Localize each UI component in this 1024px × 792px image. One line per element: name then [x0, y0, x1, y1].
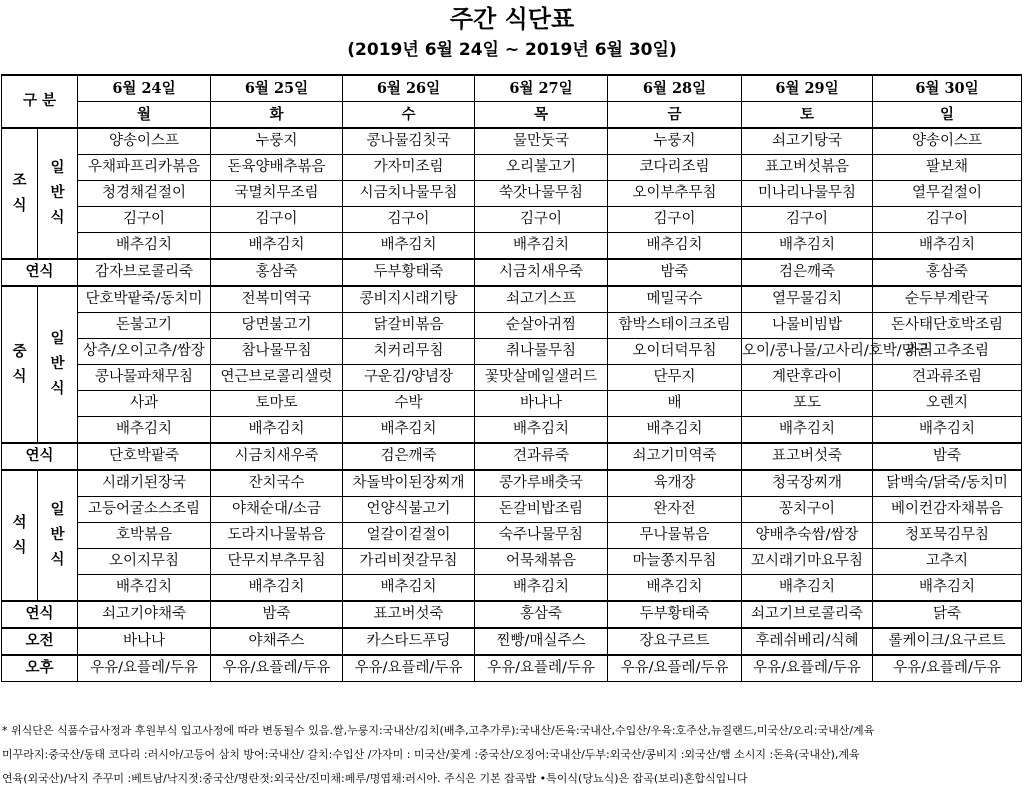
menu-item: 미나리나물무침 [742, 181, 873, 207]
menu-item: 배추김치 [742, 417, 873, 444]
menu-item: 배추김치 [475, 417, 608, 444]
porridge-item: 닭죽 [873, 601, 1022, 628]
menu-item: 팔보채 [873, 155, 1022, 181]
menu-item: 열무물김치 [742, 286, 873, 313]
porridge-item: 밤죽 [211, 601, 343, 628]
menu-item: 꽁치구이 [742, 497, 873, 523]
menu-item: 잔치국수 [211, 470, 343, 497]
menu-item: 차돌박이된장찌개 [343, 470, 475, 497]
snack-item: 우유/요플레/두유 [211, 655, 343, 682]
dinner-label [2, 470, 38, 601]
label-char: 반 [50, 356, 65, 372]
porridge-item: 홍삼죽 [475, 601, 608, 628]
menu-item: 오이지무침 [78, 549, 211, 575]
menu-item: 코다리조림 [608, 155, 742, 181]
menu-item: 수박 [343, 391, 475, 417]
menu-item: 김구이 [873, 207, 1022, 233]
menu-item: 배추김치 [343, 417, 475, 444]
menu-item: 치커리무침 [343, 339, 475, 365]
menu-item: 시래기된장국 [78, 470, 211, 497]
menu-item: 시금치나물무침 [343, 181, 475, 207]
menu-item: 전복미역국 [211, 286, 343, 313]
lunch-type-label [38, 286, 78, 443]
breakfast-type-label [38, 128, 78, 259]
menu-item: 도라지나물볶음 [211, 523, 343, 549]
porridge-item: 시금치새우죽 [211, 443, 343, 470]
menu-item: 배추김치 [742, 233, 873, 260]
menu-item: 배추김치 [78, 417, 211, 444]
menu-item: 국멸치무조림 [211, 181, 343, 207]
porridge-item: 쇠고기야채죽 [78, 601, 211, 628]
label-char: 식 [12, 197, 27, 214]
menu-item: 오이/콩나물/고사리/호박/당근 [742, 339, 873, 365]
porridge-item: 검은깨죽 [742, 259, 873, 286]
snack-item: 롤케이크/요구르트 [873, 628, 1022, 655]
menu-item: 배추김치 [873, 417, 1022, 444]
label-char: 조 [12, 172, 27, 189]
menu-item: 표고버섯볶음 [742, 155, 873, 181]
menu-item: 숙주나물무침 [475, 523, 608, 549]
pm_snack-label: 오후 [2, 655, 78, 682]
menu-item: 김구이 [475, 207, 608, 233]
menu-item: 오렌지 [873, 391, 1022, 417]
menu-item: 배추김치 [211, 575, 343, 602]
lunch-porridge-label: 연식 [2, 443, 78, 470]
date-cell: 6월 27일 [475, 75, 608, 102]
snack-item: 우유/요플레/두유 [608, 655, 742, 682]
menu-item: 배추김치 [343, 233, 475, 260]
menu-item: 언양식불고기 [343, 497, 475, 523]
snack-item: 우유/요플레/두유 [475, 655, 608, 682]
menu-item: 사과 [78, 391, 211, 417]
weekday-cell: 수 [343, 102, 475, 129]
menu-item: 야채순대/소금 [211, 497, 343, 523]
note-line: 연육(외국산)/낙지 주꾸미 :베트남/낙지젓:중국산/명란젓:외국산/진미채:페루/명엽채:러시아. 주식은 기본 잡곡밥 •특이식(당뇨식)은 잡곡(보리)혼합식입니다 [2, 772, 748, 785]
menu-item: 완자전 [608, 497, 742, 523]
menu-item: 쇠고기스프 [475, 286, 608, 313]
menu-item: 열무겉절이 [873, 181, 1022, 207]
note-line: * 위식단은 식품수급사정과 후원부식 입고사정에 따라 변동될수 있음.쌀,누룽지:국내산/김치(배추,고추가루):국내산/돈육:국내산,수입산/우육:호주산,뉴질랜드,미국산/오리:국내산/계육 [2, 724, 875, 737]
menu-item: 양송이스프 [78, 128, 211, 155]
menu-item: 배추김치 [608, 575, 742, 602]
menu-item: 나물비빔밥 [742, 313, 873, 339]
menu-item: 콩나물파채무침 [78, 365, 211, 391]
porridge-item: 쇠고기브로콜리죽 [742, 601, 873, 628]
menu-item: 김구이 [608, 207, 742, 233]
menu-item: 가리비젓갈무침 [343, 549, 475, 575]
weekday-cell: 일 [873, 102, 1022, 129]
menu-item: 돈갈비밥조림 [475, 497, 608, 523]
menu-item: 순살아귀찜 [475, 313, 608, 339]
snack-item: 우유/요플레/두유 [343, 655, 475, 682]
menu-item: 어묵채볶음 [475, 549, 608, 575]
menu-item: 쇠고기탕국 [742, 128, 873, 155]
menu-item: 김구이 [343, 207, 475, 233]
date-cell: 6월 25일 [211, 75, 343, 102]
menu-item: 상추/오이고추/쌈장 [78, 339, 211, 365]
menu-item: 취나물무침 [475, 339, 608, 365]
menu-item: 우채파프리카볶음 [78, 155, 211, 181]
menu-item: 콩비지시래기탕 [343, 286, 475, 313]
porridge-item: 표고버섯죽 [742, 443, 873, 470]
snack-item: 야채주스 [211, 628, 343, 655]
breakfast-label [2, 128, 38, 259]
weekday-cell: 월 [78, 102, 211, 129]
date-cell: 6월 30일 [873, 75, 1022, 102]
snack-item: 후레쉬베리/식혜 [742, 628, 873, 655]
label-char: 일 [50, 331, 65, 347]
menu-item: 단무지부추무침 [211, 549, 343, 575]
menu-item: 누룽지 [608, 128, 742, 155]
porridge-item: 표고버섯죽 [343, 601, 475, 628]
label-char: 중 [12, 343, 27, 360]
notes [2, 719, 1020, 791]
weekday-cell: 금 [608, 102, 742, 129]
menu-item: 참나물무침 [211, 339, 343, 365]
menu-item: 배추김치 [211, 233, 343, 260]
snack-item: 바나나 [78, 628, 211, 655]
menu-item: 꽈리고추조림 [873, 339, 1022, 365]
menu-item: 돈육양배추볶음 [211, 155, 343, 181]
menu-item: 배추김치 [475, 233, 608, 260]
label-char: 식 [50, 210, 65, 226]
date-cell: 6월 29일 [742, 75, 873, 102]
menu-item: 청국장찌개 [742, 470, 873, 497]
snack-item: 장요구르트 [608, 628, 742, 655]
menu-item: 배추김치 [343, 575, 475, 602]
porridge-item: 견과류죽 [475, 443, 608, 470]
date-range: (2019년 6월 24일 ~ 2019년 6월 30일) [347, 40, 677, 60]
menu-item: 연근브로콜리샐럿 [211, 365, 343, 391]
snack-item: 우유/요플레/두유 [742, 655, 873, 682]
menu-item: 호박볶음 [78, 523, 211, 549]
menu-item: 청포묵김무침 [873, 523, 1022, 549]
menu-item: 김구이 [211, 207, 343, 233]
menu-item: 오리불고기 [475, 155, 608, 181]
menu-item: 양송이스프 [873, 128, 1022, 155]
porridge-item: 두부황태죽 [343, 259, 475, 286]
menu-item: 고추지 [873, 549, 1022, 575]
snack-item: 카스타드푸딩 [343, 628, 475, 655]
menu-item: 배추김치 [742, 575, 873, 602]
label-char: 식 [12, 539, 27, 556]
menu-item: 순두부계란국 [873, 286, 1022, 313]
weekday-cell: 화 [211, 102, 343, 129]
menu-item: 육개장 [608, 470, 742, 497]
porridge-item: 밤죽 [873, 443, 1022, 470]
snack-item: 우유/요플레/두유 [873, 655, 1022, 682]
date-cell: 6월 28일 [608, 75, 742, 102]
porridge-item: 시금치새우죽 [475, 259, 608, 286]
label-char: 식 [12, 368, 27, 385]
menu-item: 배추김치 [211, 417, 343, 444]
porridge-item: 검은깨죽 [343, 443, 475, 470]
menu-item: 배추김치 [873, 233, 1022, 260]
menu-item: 양배추숙쌈/쌈장 [742, 523, 873, 549]
menu-item: 닭갈비볶음 [343, 313, 475, 339]
menu-item: 콩가루배춧국 [475, 470, 608, 497]
menu-item: 꽃맛살메일샐러드 [475, 365, 608, 391]
menu-item: 누룽지 [211, 128, 343, 155]
porridge-item: 단호박팥죽 [78, 443, 211, 470]
menu-item: 콩나물김칫국 [343, 128, 475, 155]
menu-item: 단호박팥죽/동치미 [78, 286, 211, 313]
menu-item: 얼갈이겉절이 [343, 523, 475, 549]
porridge-item: 쇠고기미역죽 [608, 443, 742, 470]
note-line: 미꾸라지:중국산/동태 코다리 :러시아/고등어 삼치 방어:국내산/ 갈치:수입산 /가자미 : 미국산/꽃게 :중국산/오징어:국내산/두부:외국산/콩비지 :외국산/햄 소시지 :돈육(국내산),계육 [2, 748, 860, 761]
menu-item: 당면불고기 [211, 313, 343, 339]
porridge-item: 밤죽 [608, 259, 742, 286]
weekday-cell: 목 [475, 102, 608, 129]
weekly-menu-table [1, 74, 1022, 682]
date-cell: 6월 24일 [78, 75, 211, 102]
menu-item: 오이더덕무침 [608, 339, 742, 365]
menu-item: 무나물볶음 [608, 523, 742, 549]
menu-item: 배추김치 [873, 575, 1022, 602]
menu-item: 고등어굴소스조림 [78, 497, 211, 523]
header-label: 구 분 [2, 75, 78, 128]
porridge-item: 두부황태죽 [608, 601, 742, 628]
label-char: 식 [50, 381, 65, 397]
menu-item: 청경채겉절이 [78, 181, 211, 207]
lunch-label [2, 286, 38, 443]
dinner-porridge-label: 연식 [2, 601, 78, 628]
menu-item: 배추김치 [608, 417, 742, 444]
menu-item: 물만둣국 [475, 128, 608, 155]
menu-item: 김구이 [78, 207, 211, 233]
menu-item: 단무지 [608, 365, 742, 391]
weekday-cell: 토 [742, 102, 873, 129]
label-char: 일 [50, 502, 65, 518]
menu-item: 꼬시래기마요무침 [742, 549, 873, 575]
menu-item: 배추김치 [78, 575, 211, 602]
label-char: 반 [50, 185, 65, 201]
menu-item: 돈사태단호박조림 [873, 313, 1022, 339]
menu-item: 포도 [742, 391, 873, 417]
breakfast-porridge-label: 연식 [2, 259, 78, 286]
menu-item: 함박스테이크조림 [608, 313, 742, 339]
am_snack-label: 오전 [2, 628, 78, 655]
menu-item: 토마토 [211, 391, 343, 417]
label-char: 식 [50, 552, 65, 568]
menu-item: 가자미조림 [343, 155, 475, 181]
porridge-item: 홍삼죽 [211, 259, 343, 286]
menu-item: 쑥갓나물무침 [475, 181, 608, 207]
menu-item: 구운김/양념장 [343, 365, 475, 391]
snack-item: 우유/요플레/두유 [78, 655, 211, 682]
menu-item: 배 [608, 391, 742, 417]
menu-item: 베이컨감자채볶음 [873, 497, 1022, 523]
menu-item: 배추김치 [475, 575, 608, 602]
menu-item: 배추김치 [608, 233, 742, 260]
snack-item: 찐빵/매실주스 [475, 628, 608, 655]
menu-item: 오이부추무침 [608, 181, 742, 207]
label-char: 일 [50, 160, 65, 176]
date-cell: 6월 26일 [343, 75, 475, 102]
menu-item: 계란후라이 [742, 365, 873, 391]
menu-item: 견과류조림 [873, 365, 1022, 391]
porridge-item: 감자브로콜리죽 [78, 259, 211, 286]
label-char: 석 [12, 514, 27, 531]
menu-item: 김구이 [742, 207, 873, 233]
dinner-type-label [38, 470, 78, 601]
menu-item: 배추김치 [78, 233, 211, 260]
menu-item: 닭백숙/닭죽/동치미 [873, 470, 1022, 497]
menu-item: 마늘쫑지무침 [608, 549, 742, 575]
label-char: 반 [50, 527, 65, 543]
menu-item: 메밀국수 [608, 286, 742, 313]
menu-item: 바나나 [475, 391, 608, 417]
menu-item: 돈불고기 [78, 313, 211, 339]
page-title: 주간 식단표 [449, 5, 575, 33]
porridge-item: 홍삼죽 [873, 259, 1022, 286]
